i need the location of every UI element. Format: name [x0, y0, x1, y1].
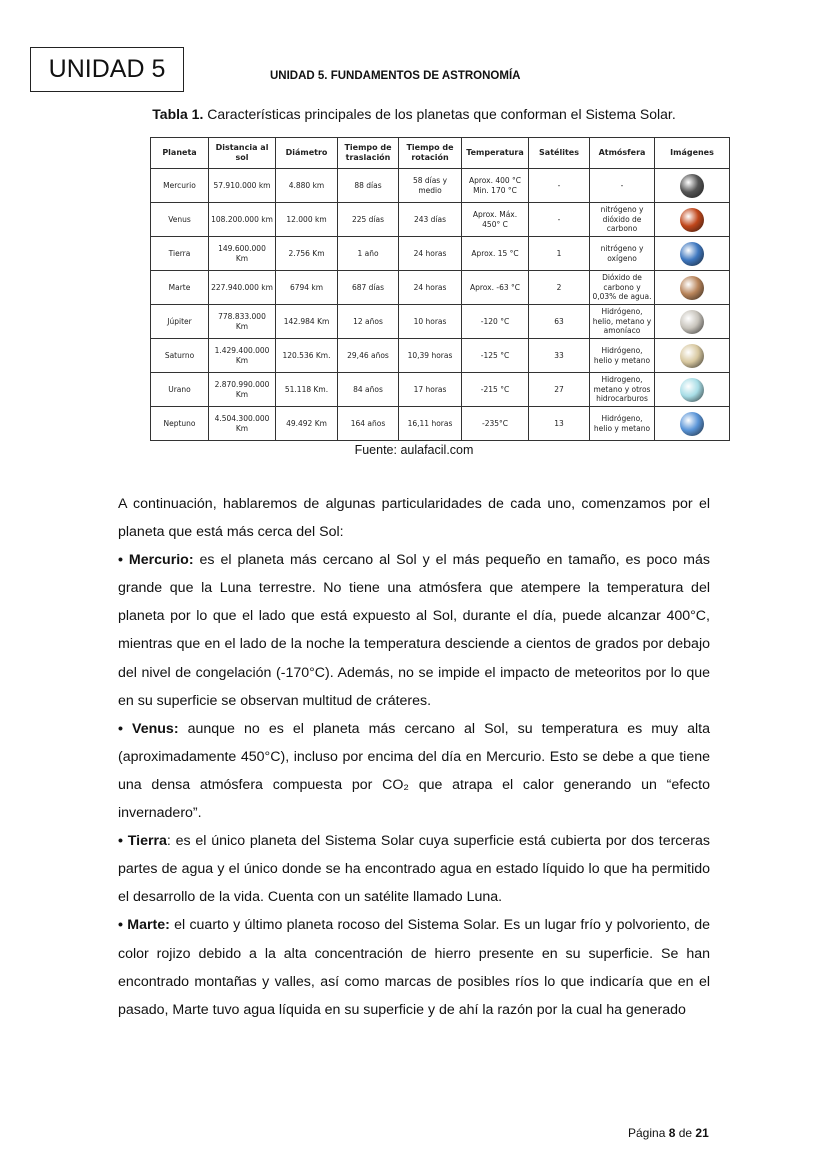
table-cell: 1 año [338, 237, 399, 271]
planet-image-cell [655, 237, 730, 271]
column-header: Temperatura [462, 138, 529, 169]
planet-image-cell [655, 407, 730, 441]
table-row [151, 339, 730, 373]
table-cell: 13 [529, 407, 590, 441]
table-cell: Mercurio [151, 169, 209, 203]
table-cell: nitrógeno y dióxido de carbono [590, 203, 655, 237]
table-cell: Hidrógeno, helio y metano [590, 339, 655, 373]
table-row [151, 237, 730, 271]
paragraph-heading: • Venus: [118, 720, 179, 737]
table-cell: 29,46 años [338, 339, 399, 373]
table-cell: Urano [151, 373, 209, 407]
page-footer [628, 1126, 709, 1140]
column-header: Distancia al sol [209, 138, 276, 169]
paragraph-text: : es el único planeta del Sistema Solar cuya superficie está cubierta por dos terceras partes de agua y el único donde se ha encontrado agua en estado líquido lo que ha permitido el desarrollo de la vida. Cuenta con un satélite llamado Luna. [118, 833, 710, 906]
planet-image [680, 412, 704, 436]
table-cell: 51.118 Km. [276, 373, 338, 407]
column-header: Satélites [529, 138, 590, 169]
planet-image [680, 208, 704, 232]
table-cell: 6794 km [276, 271, 338, 305]
table-cell: - [590, 169, 655, 203]
table-cell: - [529, 169, 590, 203]
paragraph [118, 911, 710, 1023]
column-header: Imágenes [655, 138, 730, 169]
column-header: Diámetro [276, 138, 338, 169]
paragraph-text: el cuarto y último planeta rocoso del Sistema Solar. Es un lugar frío y polvoriento, de color rojizo debido a la alta concentración de hierro presente en su superficie. Se han encontrado montañas y valles, así como marcas de posibles ríos lo que indicaría que en el pasado, Marte tuvo agua líquida en su superficie y de ahí la razón por la cual ha generado [118, 917, 710, 1018]
paragraph-heading: • Marte: [118, 917, 170, 934]
table-cell: Aprox. 400 °C Min. 170 °C [462, 169, 529, 203]
planet-image [680, 310, 704, 334]
table-row [151, 305, 730, 339]
table-cell: Júpiter [151, 305, 209, 339]
table-row [151, 203, 730, 237]
table-cell: Hidrógeno, helio, metano y amoníaco [590, 305, 655, 339]
planet-image-cell [655, 373, 730, 407]
table-cell: Aprox. Máx. 450° C [462, 203, 529, 237]
table-cell: 1.429.400.000 Km [209, 339, 276, 373]
table-cell: 10,39 horas [399, 339, 462, 373]
planet-image-cell [655, 305, 730, 339]
table-source: Fuente: aulafacil.com [354, 443, 474, 457]
table-cell: 2.756 Km [276, 237, 338, 271]
column-header: Atmósfera [590, 138, 655, 169]
table-cell: 4.504.300.000 Km [209, 407, 276, 441]
table-cell: 49.492 Km [276, 407, 338, 441]
table-cell: Dióxido de carbono y 0,03% de agua. [590, 271, 655, 305]
table-cell: 12 años [338, 305, 399, 339]
table-cell: 58 días y medio [399, 169, 462, 203]
paragraph [118, 827, 710, 911]
table-cell: Marte [151, 271, 209, 305]
column-header: Planeta [151, 138, 209, 169]
table-cell: -215 °C [462, 373, 529, 407]
caption-text: Características principales de los planetas que conforman el Sistema Solar. [203, 106, 676, 122]
table-cell: 2 [529, 271, 590, 305]
paragraph [118, 715, 710, 827]
table-cell: 17 horas [399, 373, 462, 407]
table-cell: Saturno [151, 339, 209, 373]
current-page: 8 [668, 1126, 676, 1140]
table-cell: Aprox. 15 °C [462, 237, 529, 271]
table-cell: 16,11 horas [399, 407, 462, 441]
planet-image [680, 344, 704, 368]
paragraph-heading: • Mercurio: [118, 552, 194, 569]
table-cell: 120.536 Km. [276, 339, 338, 373]
column-header: Tiempo de rotación [399, 138, 462, 169]
planet-image [680, 242, 704, 266]
planets-table [150, 137, 730, 441]
paragraph [118, 546, 710, 715]
table-row [151, 407, 730, 441]
planet-image [680, 174, 704, 198]
paragraph-text: es el planeta más cercano al Sol y el más pequeño en tamaño, es poco más grande que la Luna terrestre. No tiene una atmósfera que atempere la temperatura del planeta por lo que el lado que está expuesto al Sol, durante el día, puede alcanzar 400°C, mientras que en el lado de la noche la temperatura desciende a cientos de grados por debajo del nivel de congelación (-170°C). Además, no se impide el impacto de meteoritos por lo que en su superficie se observan multitud de cráteres. [118, 552, 710, 709]
table-header-row [151, 138, 730, 169]
table-cell: 4.880 km [276, 169, 338, 203]
unit-label-box: UNIDAD 5 [30, 47, 184, 92]
planet-image [680, 378, 704, 402]
paragraph [118, 490, 710, 546]
footer-mid: de [675, 1126, 696, 1140]
table-cell: Hidrogeno, metano y otros hidrocarburos [590, 373, 655, 407]
table-cell: 227.940.000 km [209, 271, 276, 305]
planet-image [680, 276, 704, 300]
column-header: Tiempo de traslación [338, 138, 399, 169]
table-cell: 687 días [338, 271, 399, 305]
table-cell: -235°C [462, 407, 529, 441]
table-cell: - [529, 203, 590, 237]
table-cell: 1 [529, 237, 590, 271]
table-cell: 63 [529, 305, 590, 339]
table-cell: 149.600.000 Km [209, 237, 276, 271]
table-row [151, 271, 730, 305]
table-caption [0, 106, 828, 122]
footer-prefix: Página [628, 1126, 669, 1140]
table-cell: 10 horas [399, 305, 462, 339]
table-cell: 88 días [338, 169, 399, 203]
table-cell: 84 años [338, 373, 399, 407]
table-cell: nitrógeno y oxígeno [590, 237, 655, 271]
table-cell: Hidrógeno, helio y metano [590, 407, 655, 441]
table-cell: 24 horas [399, 271, 462, 305]
table-cell: 778.833.000 Km [209, 305, 276, 339]
total-pages: 21 [695, 1126, 709, 1140]
page-header-title: UNIDAD 5. FUNDAMENTOS DE ASTRONOMÍA [270, 70, 521, 82]
table-cell: 225 días [338, 203, 399, 237]
caption-label: Tabla 1. [152, 106, 204, 122]
planet-image-cell [655, 203, 730, 237]
table-cell: 243 días [399, 203, 462, 237]
table-cell: -125 °C [462, 339, 529, 373]
table-cell: 33 [529, 339, 590, 373]
paragraph-text: aunque no es el planeta más cercano al Sol, su temperatura es muy alta (aproximadamente 450°C), incluso por encima del día en Mercurio. Esto se debe a que tiene una densa atmósfera compuesta por CO₂ que atrapa el calor generando un “efecto invernadero”. [118, 720, 710, 822]
table-row [151, 169, 730, 203]
planet-image-cell [655, 271, 730, 305]
planet-image-cell [655, 339, 730, 373]
table-cell: Aprox. -63 °C [462, 271, 529, 305]
table-cell: -120 °C [462, 305, 529, 339]
body-text [118, 490, 710, 1024]
table-cell: Neptuno [151, 407, 209, 441]
table-cell: 2.870.990.000 Km [209, 373, 276, 407]
table-cell: 108.200.000 km [209, 203, 276, 237]
paragraph-text: A continuación, hablaremos de algunas particularidades de cada uno, comenzamos por el planeta que está más cerca del Sol: [118, 496, 710, 541]
planet-image-cell [655, 169, 730, 203]
table-cell: 24 horas [399, 237, 462, 271]
table-cell: 12.000 km [276, 203, 338, 237]
table-cell: Tierra [151, 237, 209, 271]
table-cell: Venus [151, 203, 209, 237]
table-cell: 164 años [338, 407, 399, 441]
table-cell: 57.910.000 km [209, 169, 276, 203]
table-row [151, 373, 730, 407]
table-cell: 27 [529, 373, 590, 407]
table-cell: 142.984 Km [276, 305, 338, 339]
paragraph-heading: • Tierra [118, 833, 167, 850]
